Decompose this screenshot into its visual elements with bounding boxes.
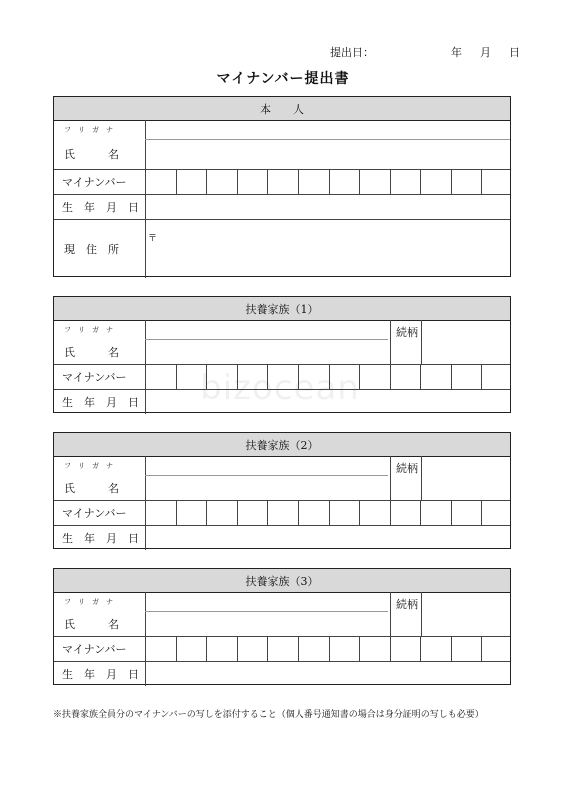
mynumber-digit-cell[interactable] bbox=[237, 364, 268, 389]
address-label: 現 住 所 bbox=[64, 242, 119, 256]
section-heading: 本 人 bbox=[54, 97, 510, 121]
mynumber-digit-cell[interactable] bbox=[329, 169, 360, 194]
name-label: 氏 名 bbox=[64, 481, 119, 495]
birthdate-label: 生 年 月 日 bbox=[62, 531, 139, 545]
month-label: 月 bbox=[480, 46, 491, 59]
mynumber-digit-cell[interactable] bbox=[481, 169, 512, 194]
mynumber-digit-cell[interactable] bbox=[390, 364, 421, 389]
mynumber-digit-cell[interactable] bbox=[451, 169, 482, 194]
mynumber-digit-cell[interactable] bbox=[298, 500, 329, 525]
mynumber-digit-cell[interactable] bbox=[206, 500, 237, 525]
mynumber-digit-cell[interactable] bbox=[237, 169, 268, 194]
postal-mark: 〒 bbox=[148, 234, 158, 244]
mynumber-digit-cell[interactable] bbox=[206, 169, 237, 194]
furigana-label: フ リ ガ ナ bbox=[64, 125, 113, 134]
page-title: マイナンバー提出書 bbox=[216, 71, 350, 87]
mynumber-digit-cell[interactable] bbox=[298, 636, 329, 661]
relation-label: 続柄 bbox=[396, 462, 418, 475]
mynumber-digit-cell[interactable] bbox=[390, 169, 421, 194]
mynumber-digit-cell[interactable] bbox=[359, 364, 390, 389]
mynumber-digit-cell[interactable] bbox=[481, 500, 512, 525]
main-person-table bbox=[53, 96, 511, 277]
mynumber-digit-cell[interactable] bbox=[176, 500, 207, 525]
mynumber-digit-cell[interactable] bbox=[451, 636, 482, 661]
mynumber-digit-cell[interactable] bbox=[298, 364, 329, 389]
mynumber-digit-cell[interactable] bbox=[359, 500, 390, 525]
mynumber-digit-cell[interactable] bbox=[451, 364, 482, 389]
mynumber-digit-cell[interactable] bbox=[481, 364, 512, 389]
mynumber-label: マイナンバー bbox=[62, 370, 127, 384]
mynumber-digit-cell[interactable] bbox=[329, 500, 360, 525]
name-label: 氏 名 bbox=[64, 345, 119, 359]
mynumber-digit-cell[interactable] bbox=[267, 500, 298, 525]
mynumber-digit-cell[interactable] bbox=[329, 364, 360, 389]
mynumber-digit-cell[interactable] bbox=[176, 636, 207, 661]
birthdate-label: 生 年 月 日 bbox=[62, 667, 139, 681]
mynumber-digit-cell[interactable] bbox=[420, 500, 451, 525]
mynumber-digit-cell[interactable] bbox=[420, 636, 451, 661]
mynumber-digit-cell[interactable] bbox=[145, 169, 176, 194]
submission-date bbox=[330, 44, 520, 60]
mynumber-digit-cell[interactable] bbox=[145, 636, 176, 661]
mynumber-label: マイナンバー bbox=[62, 175, 127, 189]
birthdate-label: 生 年 月 日 bbox=[62, 395, 139, 409]
furigana-label: フ リ ガ ナ bbox=[64, 325, 113, 334]
mynumber-digit-cell[interactable] bbox=[359, 636, 390, 661]
mynumber-digit-cell[interactable] bbox=[420, 169, 451, 194]
relation-label: 続柄 bbox=[396, 598, 418, 611]
mynumber-digit-cell[interactable] bbox=[176, 364, 207, 389]
mynumber-digit-cell[interactable] bbox=[237, 500, 268, 525]
relation-label: 続柄 bbox=[396, 326, 418, 339]
day-label: 日 bbox=[509, 46, 520, 59]
mynumber-digit-cell[interactable] bbox=[420, 364, 451, 389]
mynumber-digit-cell[interactable] bbox=[267, 169, 298, 194]
furigana-label: フ リ ガ ナ bbox=[64, 461, 113, 470]
mynumber-digit-cell[interactable] bbox=[298, 169, 329, 194]
footnote: ※扶養家族全員分のマイナンバーの写しを添付すること（個人番号通知書の場合は身分証明の写しも必要） bbox=[53, 710, 484, 720]
mynumber-digit-cell[interactable] bbox=[206, 636, 237, 661]
mynumber-digit-cell[interactable] bbox=[237, 636, 268, 661]
dependent-1-table bbox=[53, 296, 511, 413]
mynumber-digit-cell[interactable] bbox=[359, 169, 390, 194]
dependent-3-table bbox=[53, 568, 511, 685]
mynumber-digit-cell[interactable] bbox=[390, 636, 421, 661]
mynumber-digit-cell[interactable] bbox=[267, 364, 298, 389]
section-heading: 扶養家族（3） bbox=[54, 569, 510, 593]
section-heading: 扶養家族（2） bbox=[54, 433, 510, 457]
mynumber-label: マイナンバー bbox=[62, 642, 127, 656]
section-heading: 扶養家族（1） bbox=[54, 297, 510, 321]
watermark: bizocean bbox=[200, 368, 360, 408]
mynumber-label: マイナンバー bbox=[62, 506, 127, 520]
mynumber-digit-cell[interactable] bbox=[481, 636, 512, 661]
year-label: 年 bbox=[451, 46, 462, 59]
mynumber-digit-cell[interactable] bbox=[145, 364, 176, 389]
date-label: 提出日： bbox=[330, 46, 374, 59]
name-label: 氏 名 bbox=[64, 148, 119, 161]
mynumber-digit-cell[interactable] bbox=[267, 636, 298, 661]
mynumber-digit-cell[interactable] bbox=[206, 364, 237, 389]
name-label: 氏 名 bbox=[64, 617, 119, 631]
dependent-2-table bbox=[53, 432, 511, 549]
mynumber-digit-cell[interactable] bbox=[329, 636, 360, 661]
furigana-label: フ リ ガ ナ bbox=[64, 597, 113, 606]
birthdate-label: 生 年 月 日 bbox=[62, 200, 139, 214]
mynumber-digit-cell[interactable] bbox=[176, 169, 207, 194]
mynumber-digit-cell[interactable] bbox=[390, 500, 421, 525]
mynumber-digit-cell[interactable] bbox=[451, 500, 482, 525]
mynumber-digit-cell[interactable] bbox=[145, 500, 176, 525]
